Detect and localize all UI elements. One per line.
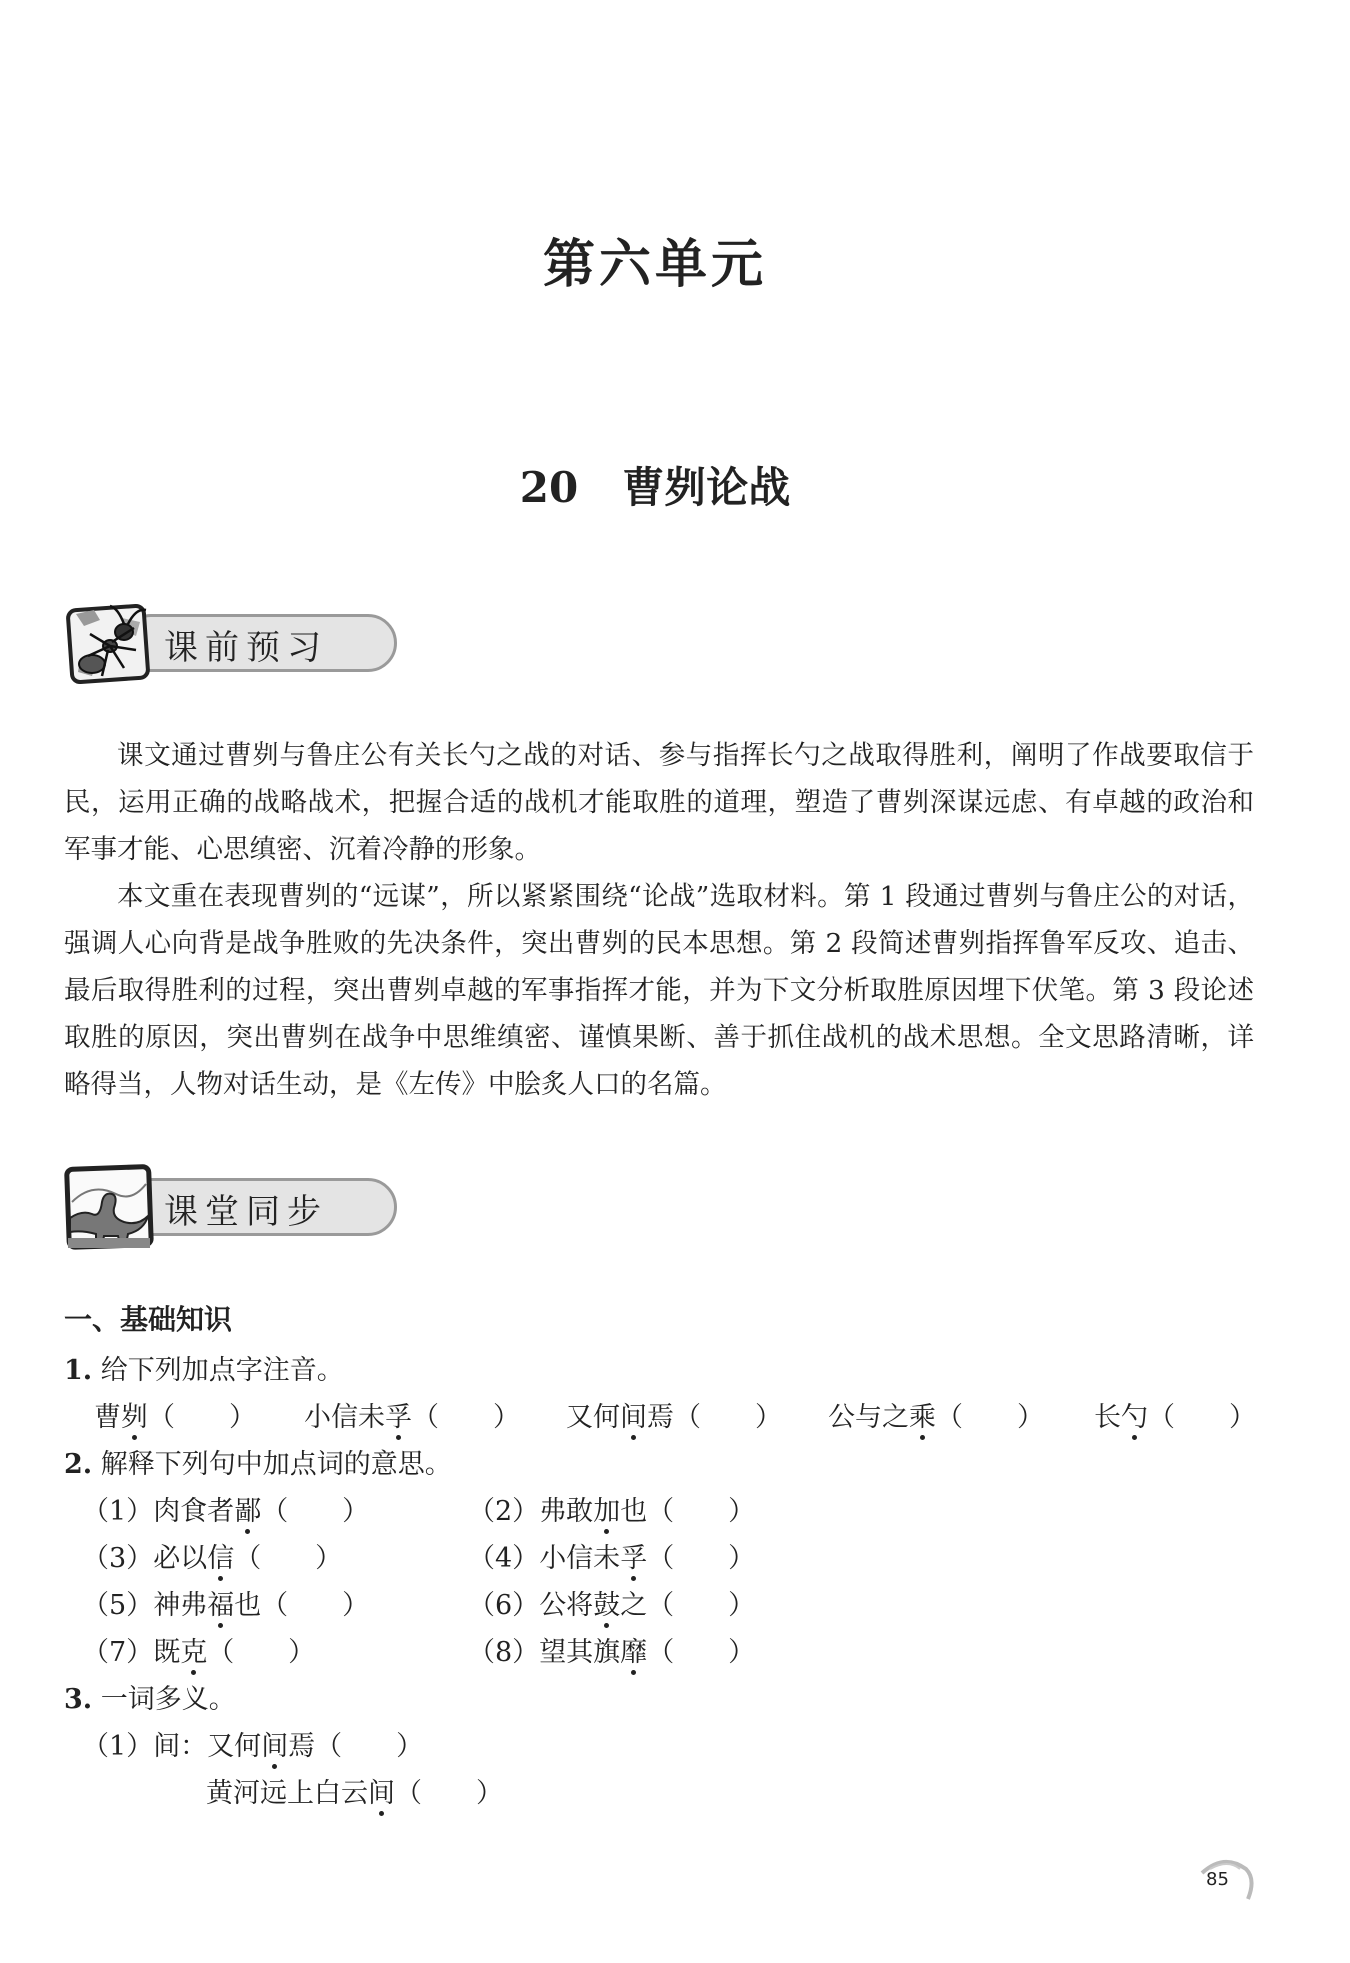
lesson-title	[0, 455, 1310, 515]
item-text: 小信未	[539, 1543, 621, 1574]
answer-blank: （ ）	[647, 1637, 756, 1668]
q1-item	[566, 1395, 782, 1434]
item-text: 肉食者	[153, 1496, 235, 1527]
answer-blank: （ ）	[1148, 1402, 1256, 1433]
question-number: 3.	[64, 1684, 93, 1715]
item-number: （3）	[82, 1543, 154, 1574]
dotted-char: 鼓	[593, 1583, 620, 1622]
q2-item	[468, 1489, 755, 1528]
dotted-char: 福	[207, 1583, 234, 1622]
dotted-char: 孚	[620, 1536, 647, 1575]
answer-blank: （ ）	[234, 1543, 343, 1574]
question-prompt: 给下列加点字注音。	[100, 1355, 344, 1386]
answer-blank: （ ）	[936, 1402, 1044, 1433]
answer-blank: 也（ ）	[234, 1590, 370, 1621]
item-number: （2）	[468, 1496, 540, 1527]
dotted-char: 加	[593, 1489, 620, 1528]
preview-section-badge	[62, 594, 352, 694]
ant-icon	[62, 594, 162, 694]
q2-item	[468, 1536, 755, 1575]
answer-blank: （ ）	[395, 1778, 503, 1809]
page-number	[1198, 1855, 1258, 1905]
answer-blank: 焉（ ）	[647, 1402, 782, 1433]
item-number: （7）	[82, 1637, 154, 1668]
dotted-char: 勺	[1121, 1395, 1148, 1434]
preview-text	[64, 732, 1254, 1108]
answer-blank: 之（ ）	[620, 1590, 756, 1621]
answer-blank: 焉（ ）	[288, 1731, 424, 1762]
polysemy-word: 间：	[153, 1731, 208, 1762]
sync-section-label: 课堂同步	[164, 1192, 328, 1232]
q1-item	[1094, 1395, 1256, 1434]
dotted-char: 孚	[385, 1395, 412, 1434]
unit-title: 第六单元	[542, 235, 767, 295]
lesson-number: 20	[519, 463, 579, 512]
q2-item	[468, 1630, 755, 1669]
item-text: 小信未	[304, 1402, 385, 1433]
lesson-name: 曹刿论战	[622, 463, 791, 512]
sync-section-badge	[62, 1158, 352, 1258]
dotted-char: 间	[261, 1724, 288, 1763]
q1-item	[304, 1395, 520, 1434]
page-number-text: 85	[1206, 1869, 1229, 1890]
question-2	[64, 1442, 452, 1481]
dotted-char: 间	[620, 1395, 647, 1434]
dotted-char: 信	[207, 1536, 234, 1575]
item-text: 曹	[94, 1402, 121, 1433]
answer-blank: （ ）	[261, 1496, 370, 1527]
q3-item	[206, 1771, 503, 1810]
preview-section-label: 课前预习	[164, 628, 328, 668]
item-text: 长	[1094, 1402, 1121, 1433]
q2-item	[82, 1536, 342, 1575]
item-text: 公与之	[828, 1402, 909, 1433]
item-number: （1）	[82, 1496, 154, 1527]
answer-blank: （ ）	[647, 1543, 756, 1574]
preview-paragraph-1: 课文通过曹刿与鲁庄公有关长勺之战的对话、参与指挥长勺之战取得胜利，阐明了作战要取信于民，运用正确的战略战术，把握合适的战机才能取胜的道理，塑造了曹刿深谋远虑、有卓越的政治和军事才能、心思缜密、沉着冷静的形象。	[64, 740, 1254, 865]
question-3	[64, 1677, 236, 1716]
item-number: （5）	[82, 1590, 154, 1621]
item-text: 望其旗	[539, 1637, 621, 1668]
q3-item	[82, 1724, 423, 1763]
item-number: （4）	[468, 1543, 540, 1574]
item-text: 必以	[153, 1543, 208, 1574]
preview-paragraph-2: 本文重在表现曹刿的“远谋”，所以紧紧围绕“论战”选取材料。第 1 段通过曹刿与鲁庄公的对话，强调人心向背是战争胜败的先决条件，突出曹刿的民本思想。第 2 段简述曹刿指挥鲁军反攻、追击、最后取得胜利的过程，突出曹刿卓越的军事指挥才能，并为下文分析取胜原因埋下伏笔。第 3 段论述取胜的原因，突出曹刿在战争中思维缜密、谨慎果断、善于抓住战机的战术思想。全文思路清晰，详略得当，人物对话生动，是《左传》中脍炙人口的名篇。	[64, 881, 1254, 1100]
item-text: 既	[153, 1637, 181, 1668]
item-text: 公将	[539, 1590, 594, 1621]
exercise-heading: 一、基础知识	[64, 1303, 233, 1336]
q2-item	[468, 1583, 755, 1622]
question-1	[64, 1348, 344, 1387]
q2-item	[82, 1489, 369, 1528]
item-text: 又何	[207, 1731, 262, 1762]
question-number: 1.	[64, 1355, 93, 1386]
answer-blank: （ ）	[148, 1402, 256, 1433]
answer-blank: （ ）	[207, 1637, 316, 1668]
dotted-char: 刿	[121, 1395, 148, 1434]
question-number: 2.	[64, 1449, 93, 1480]
item-number: （6）	[468, 1590, 540, 1621]
item-number: （8）	[468, 1637, 540, 1668]
dotted-char: 乘	[909, 1395, 936, 1434]
q1-item	[828, 1395, 1044, 1434]
q2-item	[82, 1630, 315, 1669]
item-text: 又何	[566, 1402, 620, 1433]
question-prompt: 一词多义。	[100, 1684, 236, 1715]
item-text: 黄河远上白云	[206, 1778, 368, 1809]
item-number: （1）	[82, 1731, 154, 1762]
q1-item	[94, 1395, 256, 1434]
dotted-char: 克	[180, 1630, 207, 1669]
item-text: 弗敢	[539, 1496, 594, 1527]
item-text: 神弗	[153, 1590, 208, 1621]
dotted-char: 靡	[620, 1630, 647, 1669]
answer-blank: （ ）	[412, 1402, 520, 1433]
dotted-char: 鄙	[234, 1489, 261, 1528]
question-prompt: 解释下列句中加点词的意思。	[100, 1449, 452, 1480]
dinosaur-icon	[62, 1158, 162, 1258]
answer-blank: 也（ ）	[620, 1496, 756, 1527]
dotted-char: 间	[368, 1771, 395, 1810]
q2-item	[82, 1583, 369, 1622]
